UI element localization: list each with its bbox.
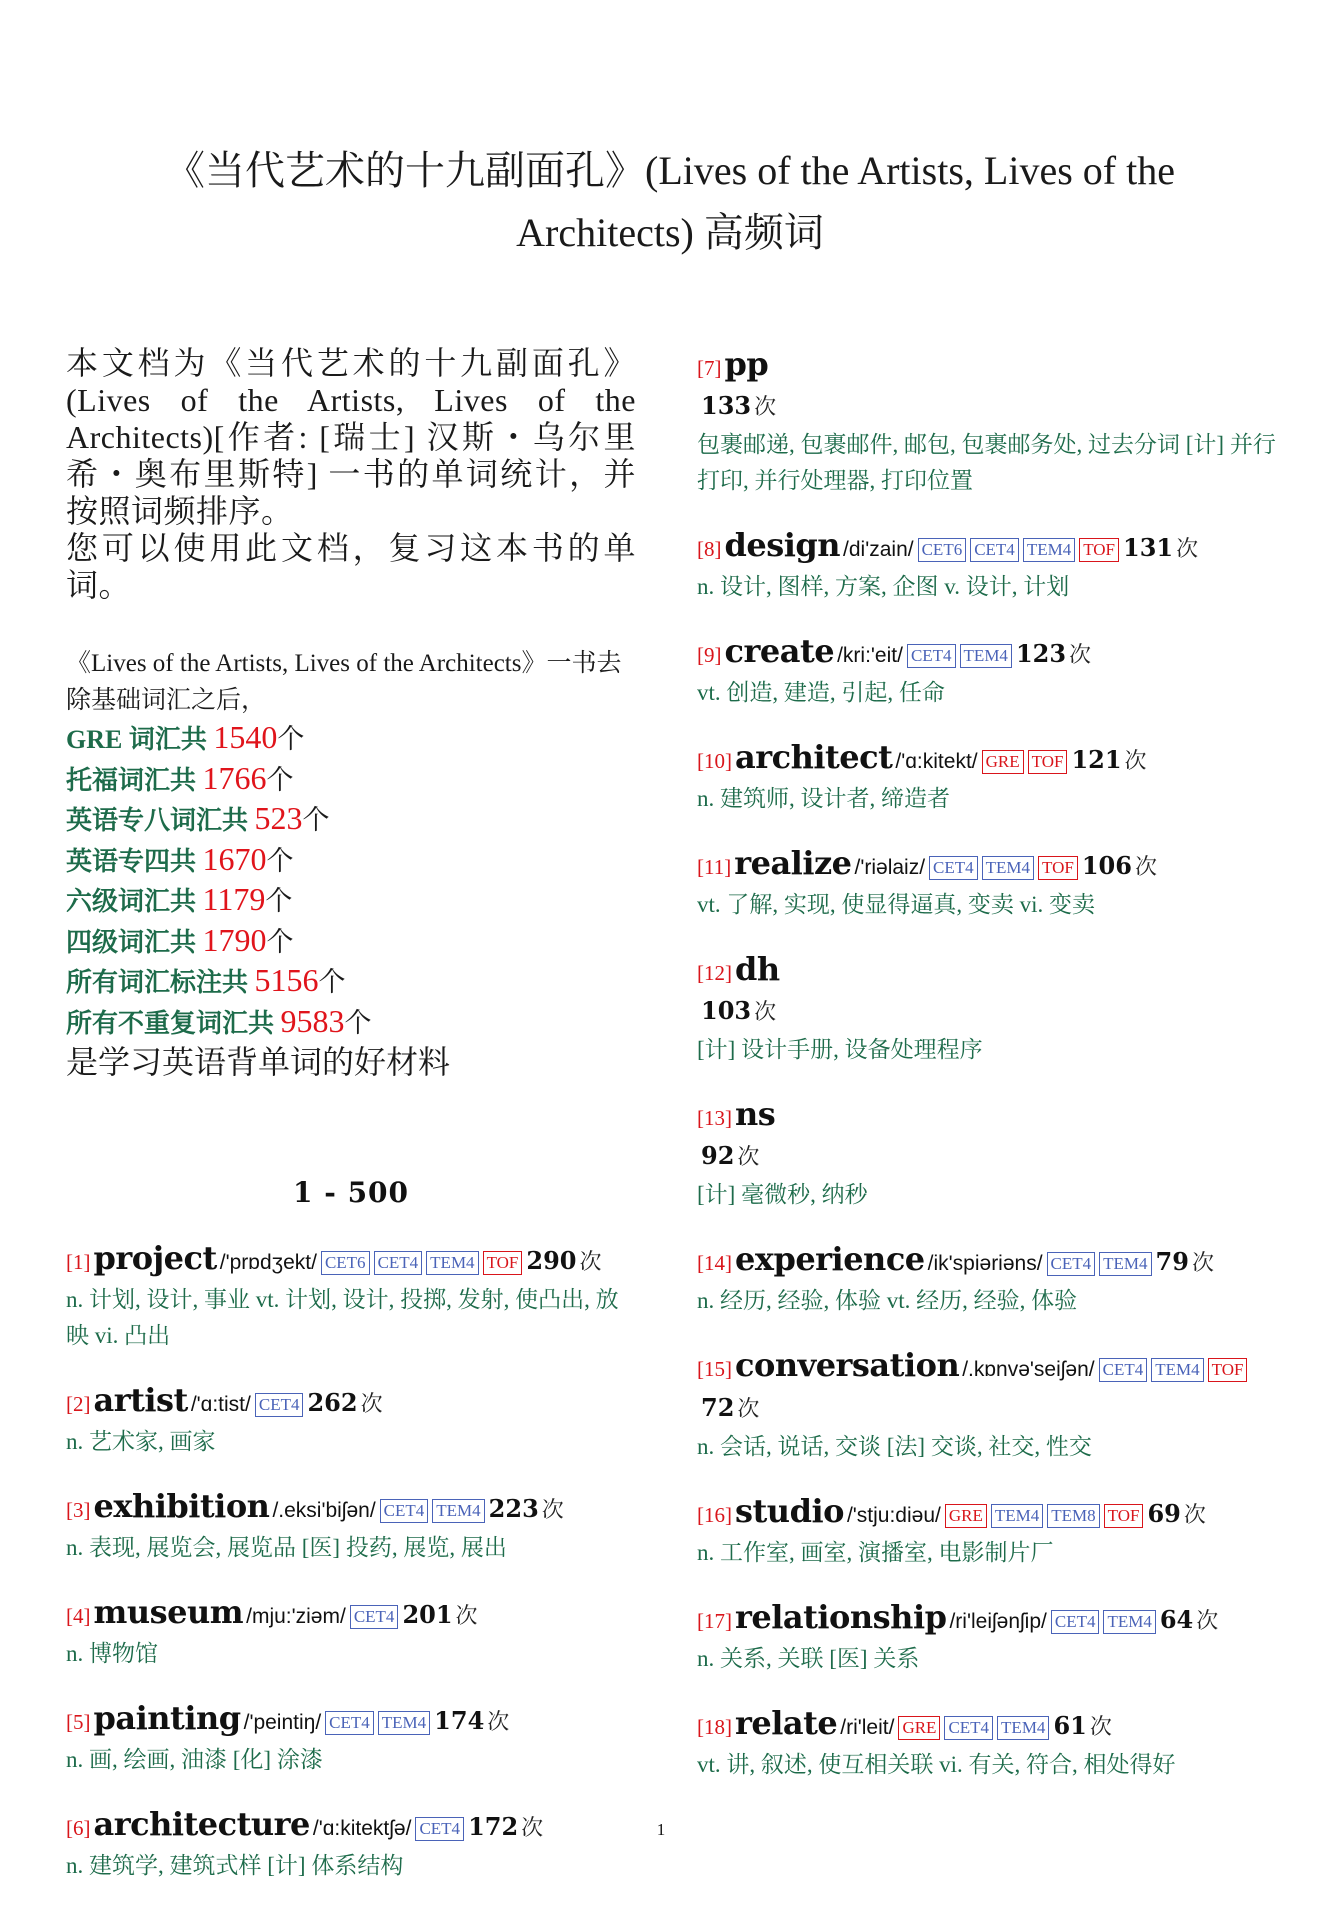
entry-definition: [计] 毫微秒, 纳秒 [697,1182,868,1207]
exam-tag-tem4: TEM4 [997,1716,1049,1740]
frequency-unit: 次 [1176,536,1199,561]
stat-value: 5156 [254,962,319,998]
frequency [697,996,777,1025]
entry-header [697,345,1277,388]
entry-word: architect [735,738,893,776]
entry-word: artist [93,1381,188,1419]
entry-word: ns [735,1095,776,1133]
frequency [1067,745,1147,774]
frequency-unit: 次 [737,1144,760,1169]
entry-word: realize [734,844,852,882]
frequency [1049,1711,1112,1740]
right-column [697,345,1277,1810]
frequency [303,1388,383,1417]
entry-header [697,1095,1277,1138]
stat-unit: 个 [266,845,294,876]
word-entry [697,632,1277,711]
exam-tags [317,1250,522,1275]
stat-unit: 个 [344,1007,372,1038]
entry-header [697,950,1277,993]
word-entry [697,1240,1277,1319]
entry-word: studio [735,1492,844,1530]
entry-header [66,1487,636,1530]
word-entry [697,1492,1277,1571]
exam-tags [1043,1251,1152,1276]
entry-header [697,1492,1277,1535]
word-entry [66,1699,636,1778]
exam-tag-tem4: TEM4 [1099,1252,1151,1276]
entry-index: [6] [66,1816,91,1840]
entry-index: [8] [697,537,722,561]
entry-phonetic: /di'zain/ [843,538,914,561]
entry-word: relate [735,1704,838,1742]
frequency [485,1494,564,1523]
frequency [1143,1499,1206,1528]
entry-phonetic: /ik'spiəriəns/ [927,1252,1043,1275]
exam-tag-cet4: CET4 [255,1393,304,1417]
frequency-unit: 次 [487,1709,510,1734]
frequency-count: 174 [434,1706,485,1735]
frequency-unit: 次 [1196,1608,1219,1633]
entry-definition: n. 关系, 关联 [医] 关系 [697,1646,920,1671]
exam-tag-cet4: CET4 [350,1605,399,1629]
entry-phonetic: /'prɒdʒekt/ [219,1251,317,1274]
frequency-unit: 次 [521,1815,544,1840]
exam-tags [346,1604,399,1629]
entry-header [66,1699,636,1742]
entry-header [697,1346,1277,1429]
word-entry [697,1598,1277,1677]
frequency-unit: 次 [1069,642,1092,667]
frequency-count: 262 [307,1388,358,1417]
frequency-count: 92 [701,1141,735,1170]
frequency-count: 61 [1053,1711,1087,1740]
stat-value: 523 [254,800,303,836]
frequency [1152,1247,1214,1276]
entry-index: [14] [697,1251,732,1275]
entry-index: [3] [66,1498,91,1522]
exam-tag-tof: TOF [483,1251,523,1275]
exam-tags [1095,1357,1248,1382]
frequency [697,1393,760,1422]
word-entry [697,526,1277,605]
entry-definition: n. 设计, 图样, 方案, 企图 v. 设计, 计划 [697,574,1070,599]
exam-tag-cet4: CET4 [907,644,956,668]
entry-phonetic: /'stju:diəu/ [846,1504,941,1527]
entry-phonetic: /ri'leiʃənʃip/ [949,1610,1047,1633]
stat-value: 1766 [202,759,267,796]
exam-tag-cet6: CET6 [918,538,967,562]
stat-unit: 个 [265,886,293,916]
entry-header [697,1704,1277,1747]
stat-value: 1790 [202,921,267,958]
stat-value: 1540 [213,719,278,755]
entry-index: [1] [66,1250,91,1274]
stat-value: 1179 [202,881,266,917]
entry-phonetic: /'ɑ:kitekt/ [895,750,978,773]
entry-header [697,844,1277,887]
entry-word: architecture [93,1805,310,1843]
entry-index: [15] [697,1357,732,1381]
word-entry [66,1805,636,1884]
word-entry [697,345,1277,499]
document-title: 《当代艺术的十九副面孔》(Lives of the Artists, Lives of the Architects) 高频词 [165,148,1175,255]
entry-phonetic: /kri:'eit/ [837,644,903,667]
exam-tags [1047,1609,1156,1634]
word-entry [697,1346,1277,1465]
frequency-count: 103 [701,996,752,1025]
entry-definition: 包裹邮递, 包裹邮件, 邮包, 包裹邮务处, 过去分词 [计] 并行打印, 并行处理器, 打印位置 [697,432,1276,493]
entry-word: experience [735,1240,925,1278]
exam-tags [321,1710,430,1735]
stat-label: 所有不重复词汇共 [66,1008,281,1038]
entry-index: [18] [697,1715,732,1739]
exam-tags [978,749,1068,774]
intro-description: 本文档为《当代艺术的十九副面孔》(Lives of the Artists, Lives of the Architects)[作者: [瑞士] 汉斯・乌尔里希・奥布里斯特] 一书的单词统计，并按照词频排序。 [66,345,636,529]
frequency-count: 133 [701,391,752,420]
exam-tag-tem4: TEM4 [960,644,1012,668]
entry-word: exhibition [93,1487,270,1525]
stat-label: 六级词汇共 [66,887,203,916]
exam-tag-tof: TOF [1104,1504,1144,1528]
frequency-count: 64 [1159,1605,1194,1634]
entry-header [697,1598,1277,1641]
frequency [697,1141,760,1170]
stat-row-unique [66,1003,636,1044]
exam-tags [903,643,1012,668]
frequency [430,1706,510,1735]
entry-phonetic: /'ɑ:kitektʃə/ [312,1817,412,1840]
entry-index: [10] [697,749,732,773]
frequency [1156,1605,1219,1634]
vocabulary-stats [66,646,636,1081]
entry-header [66,1593,636,1636]
entry-header [697,632,1277,675]
entry-phonetic: /'ɑ:tist/ [190,1393,251,1416]
word-list-right [697,345,1277,1783]
frequency-unit: 次 [360,1391,383,1416]
entry-definition: n. 艺术家, 画家 [66,1429,216,1454]
frequency-count: 172 [468,1812,519,1841]
entry-word: conversation [735,1346,960,1384]
exam-tag-cet4: CET4 [1047,1252,1096,1276]
entry-index: [17] [697,1609,732,1633]
frequency [697,391,777,420]
entry-header [66,1239,636,1282]
stat-row-gre [66,719,636,760]
stat-row-all-tagged [66,962,636,1003]
exam-tag-gre: GRE [982,750,1024,774]
word-entry [697,950,1277,1068]
exam-tag-tof: TOF [1028,750,1068,774]
frequency-count: 72 [701,1393,735,1422]
stat-label: 英语专八词汇共 [66,806,255,835]
exam-tags [376,1498,485,1523]
entry-definition: vt. 了解, 实现, 使显得逼真, 变卖 vi. 变卖 [697,892,1096,917]
stat-unit: 个 [266,926,294,957]
frequency-count: 121 [1071,745,1122,774]
entry-index: [2] [66,1392,91,1416]
frequency-count: 123 [1015,639,1067,668]
frequency-line [697,993,1277,1032]
exam-tags [925,855,1078,880]
frequency-count: 201 [402,1600,453,1629]
frequency-unit: 次 [1089,1714,1112,1739]
exam-tag-gre: GRE [898,1716,940,1740]
entry-index: [16] [697,1503,732,1527]
entry-definition: n. 博物馆 [66,1641,158,1666]
exam-tags [914,537,1119,562]
entry-header [697,738,1277,781]
stat-row-cet4 [66,922,636,963]
word-entry [697,844,1277,923]
stat-unit: 个 [318,967,346,997]
entry-word: painting [93,1699,241,1737]
frequency [1078,851,1157,880]
frequency-line [697,1138,1277,1177]
entry-phonetic: /'peintiŋ/ [243,1711,322,1734]
frequency-count: 131 [1123,533,1174,562]
entry-word: project [93,1239,217,1277]
entry-definition: vt. 创造, 建造, 引起, 任命 [697,680,945,705]
entry-header [697,1240,1277,1283]
intro-usage: 您可以使用此文档，复习这本书的单词。 [66,530,636,603]
entry-definition: n. 画, 绘画, 油漆 [化] 涂漆 [66,1747,323,1772]
entry-word: pp [724,345,769,383]
entry-phonetic: /ri'leit/ [840,1716,895,1739]
entry-index: [7] [697,356,722,380]
frequency [522,1246,602,1275]
entry-definition: [计] 设计手册, 设备处理程序 [697,1037,983,1062]
stats-lead: 《Lives of the Artists, Lives of the Architects》一书去除基础词汇之后， [66,650,622,714]
stat-label: 托福词汇共 [66,765,203,795]
frequency-unit: 次 [579,1249,602,1274]
entry-word: dh [735,950,780,988]
frequency-unit: 次 [541,1497,564,1522]
stat-label: 所有词汇标注共 [66,968,255,997]
stats-closing: 是学习英语背单词的好材料 [66,1044,451,1080]
entry-index: [5] [66,1710,91,1734]
entry-definition: n. 表现, 展览会, 展览品 [医] 投药, 展览, 展出 [66,1535,507,1560]
word-entry [66,1487,636,1566]
stat-row-tem8 [66,800,636,841]
exam-tag-tof: TOF [1208,1358,1248,1382]
word-entry [697,738,1277,817]
entry-header [66,1381,636,1424]
stat-label: 英语专四共 [66,846,203,876]
exam-tag-cet4: CET4 [415,1817,464,1841]
entry-index: [9] [697,643,722,667]
intro-paragraph [66,345,636,604]
exam-tag-tem4: TEM4 [432,1499,484,1523]
exam-tag-cet4: CET4 [380,1499,429,1523]
entry-phonetic: /mju:'ziəm/ [246,1605,346,1628]
frequency-unit: 次 [1183,1502,1206,1527]
word-entry [66,1593,636,1672]
exam-tag-tem4: TEM4 [378,1711,430,1735]
exam-tags [941,1503,1144,1528]
entry-index: [4] [66,1604,91,1628]
exam-tag-cet4: CET4 [325,1711,374,1735]
exam-tag-cet4: CET4 [374,1251,423,1275]
entry-definition: vt. 讲, 叙述, 使互相关联 vi. 有关, 符合, 相处得好 [697,1752,1176,1777]
entry-definition: n. 工作室, 画室, 演播室, 电影制片厂 [697,1540,1054,1565]
range-heading: 1 - 500 [292,1176,410,1209]
frequency-unit: 次 [754,999,777,1024]
page-number: 1 [656,1820,666,1839]
frequency-unit: 次 [754,394,777,419]
frequency-count: 223 [488,1494,539,1523]
exam-tag-cet4: CET4 [970,538,1019,562]
stat-unit: 个 [302,805,330,835]
frequency [1119,533,1199,562]
exam-tag-gre: GRE [945,1504,987,1528]
stat-value: 9583 [280,1002,345,1039]
frequency-count: 290 [526,1246,577,1275]
entry-phonetic: /.eksi'biʃən/ [272,1499,376,1522]
frequency-unit: 次 [1191,1250,1214,1275]
exam-tag-tof: TOF [1038,856,1078,880]
exam-tag-cet4: CET4 [1099,1358,1148,1382]
exam-tag-tof: TOF [1079,538,1119,562]
stat-label: GRE 词汇共 [66,725,214,754]
exam-tag-cet4: CET4 [944,1716,993,1740]
exam-tag-cet4: CET4 [929,856,978,880]
frequency-line [697,388,1277,427]
entry-index: [11] [697,855,732,879]
stat-row-toefl [66,760,636,801]
entry-definition: n. 计划, 设计, 事业 vt. 计划, 设计, 投掷, 发射, 使凸出, 放映 vi. 凸出 [66,1287,619,1348]
frequency-unit: 次 [455,1603,478,1628]
entry-phonetic: /'riəlaiz/ [854,856,926,879]
frequency [398,1600,478,1629]
stat-unit: 个 [277,724,305,754]
exam-tag-tem4: TEM4 [1023,538,1075,562]
frequency-count: 69 [1147,1499,1181,1528]
exam-tags [894,1715,1049,1740]
exam-tag-cet4: CET4 [1051,1610,1100,1634]
exam-tag-tem4: TEM4 [1103,1610,1155,1634]
entry-index: [12] [697,961,732,985]
stat-label: 四级词汇共 [66,927,203,957]
entry-word: museum [93,1593,244,1631]
entry-header [697,526,1277,569]
word-entry [66,1239,636,1354]
word-entry [697,1095,1277,1213]
stat-value: 1670 [202,840,267,877]
word-entry [697,1704,1277,1783]
exam-tag-tem8: TEM8 [1047,1504,1099,1528]
entry-definition: n. 建筑学, 建筑式样 [计] 体系结构 [66,1853,404,1878]
entry-word: create [724,632,835,670]
word-entry [66,1381,636,1460]
frequency-unit: 次 [1124,748,1147,773]
stat-row-tem4 [66,841,636,882]
entry-word: relationship [735,1598,947,1636]
left-column [66,345,636,1911]
entry-definition: n. 经历, 经验, 体验 vt. 经历, 经验, 体验 [697,1288,1078,1313]
exam-tag-tem4: TEM4 [982,856,1034,880]
exam-tags [251,1392,304,1417]
word-list-left [66,1239,636,1884]
stat-row-cet6 [66,881,636,922]
entry-index: [13] [697,1106,732,1130]
exam-tag-tem4: TEM4 [1151,1358,1203,1382]
entry-definition: n. 会话, 说话, 交谈 [法] 交谈, 社交, 性交 [697,1434,1092,1459]
exam-tag-tem4: TEM4 [426,1251,478,1275]
frequency [1012,639,1092,668]
entry-phonetic: /.kɒnvə'seiʃən/ [962,1358,1095,1381]
exam-tag-cet6: CET6 [321,1251,370,1275]
entry-word: design [724,526,841,564]
frequency-unit: 次 [737,1396,760,1421]
frequency-unit: 次 [1134,854,1157,879]
entry-definition: n. 建筑师, 设计者, 缔造者 [697,786,950,811]
frequency-count: 106 [1081,851,1132,880]
frequency-count: 79 [1155,1247,1189,1276]
stat-unit: 个 [266,764,294,795]
exam-tag-tem4: TEM4 [991,1504,1043,1528]
